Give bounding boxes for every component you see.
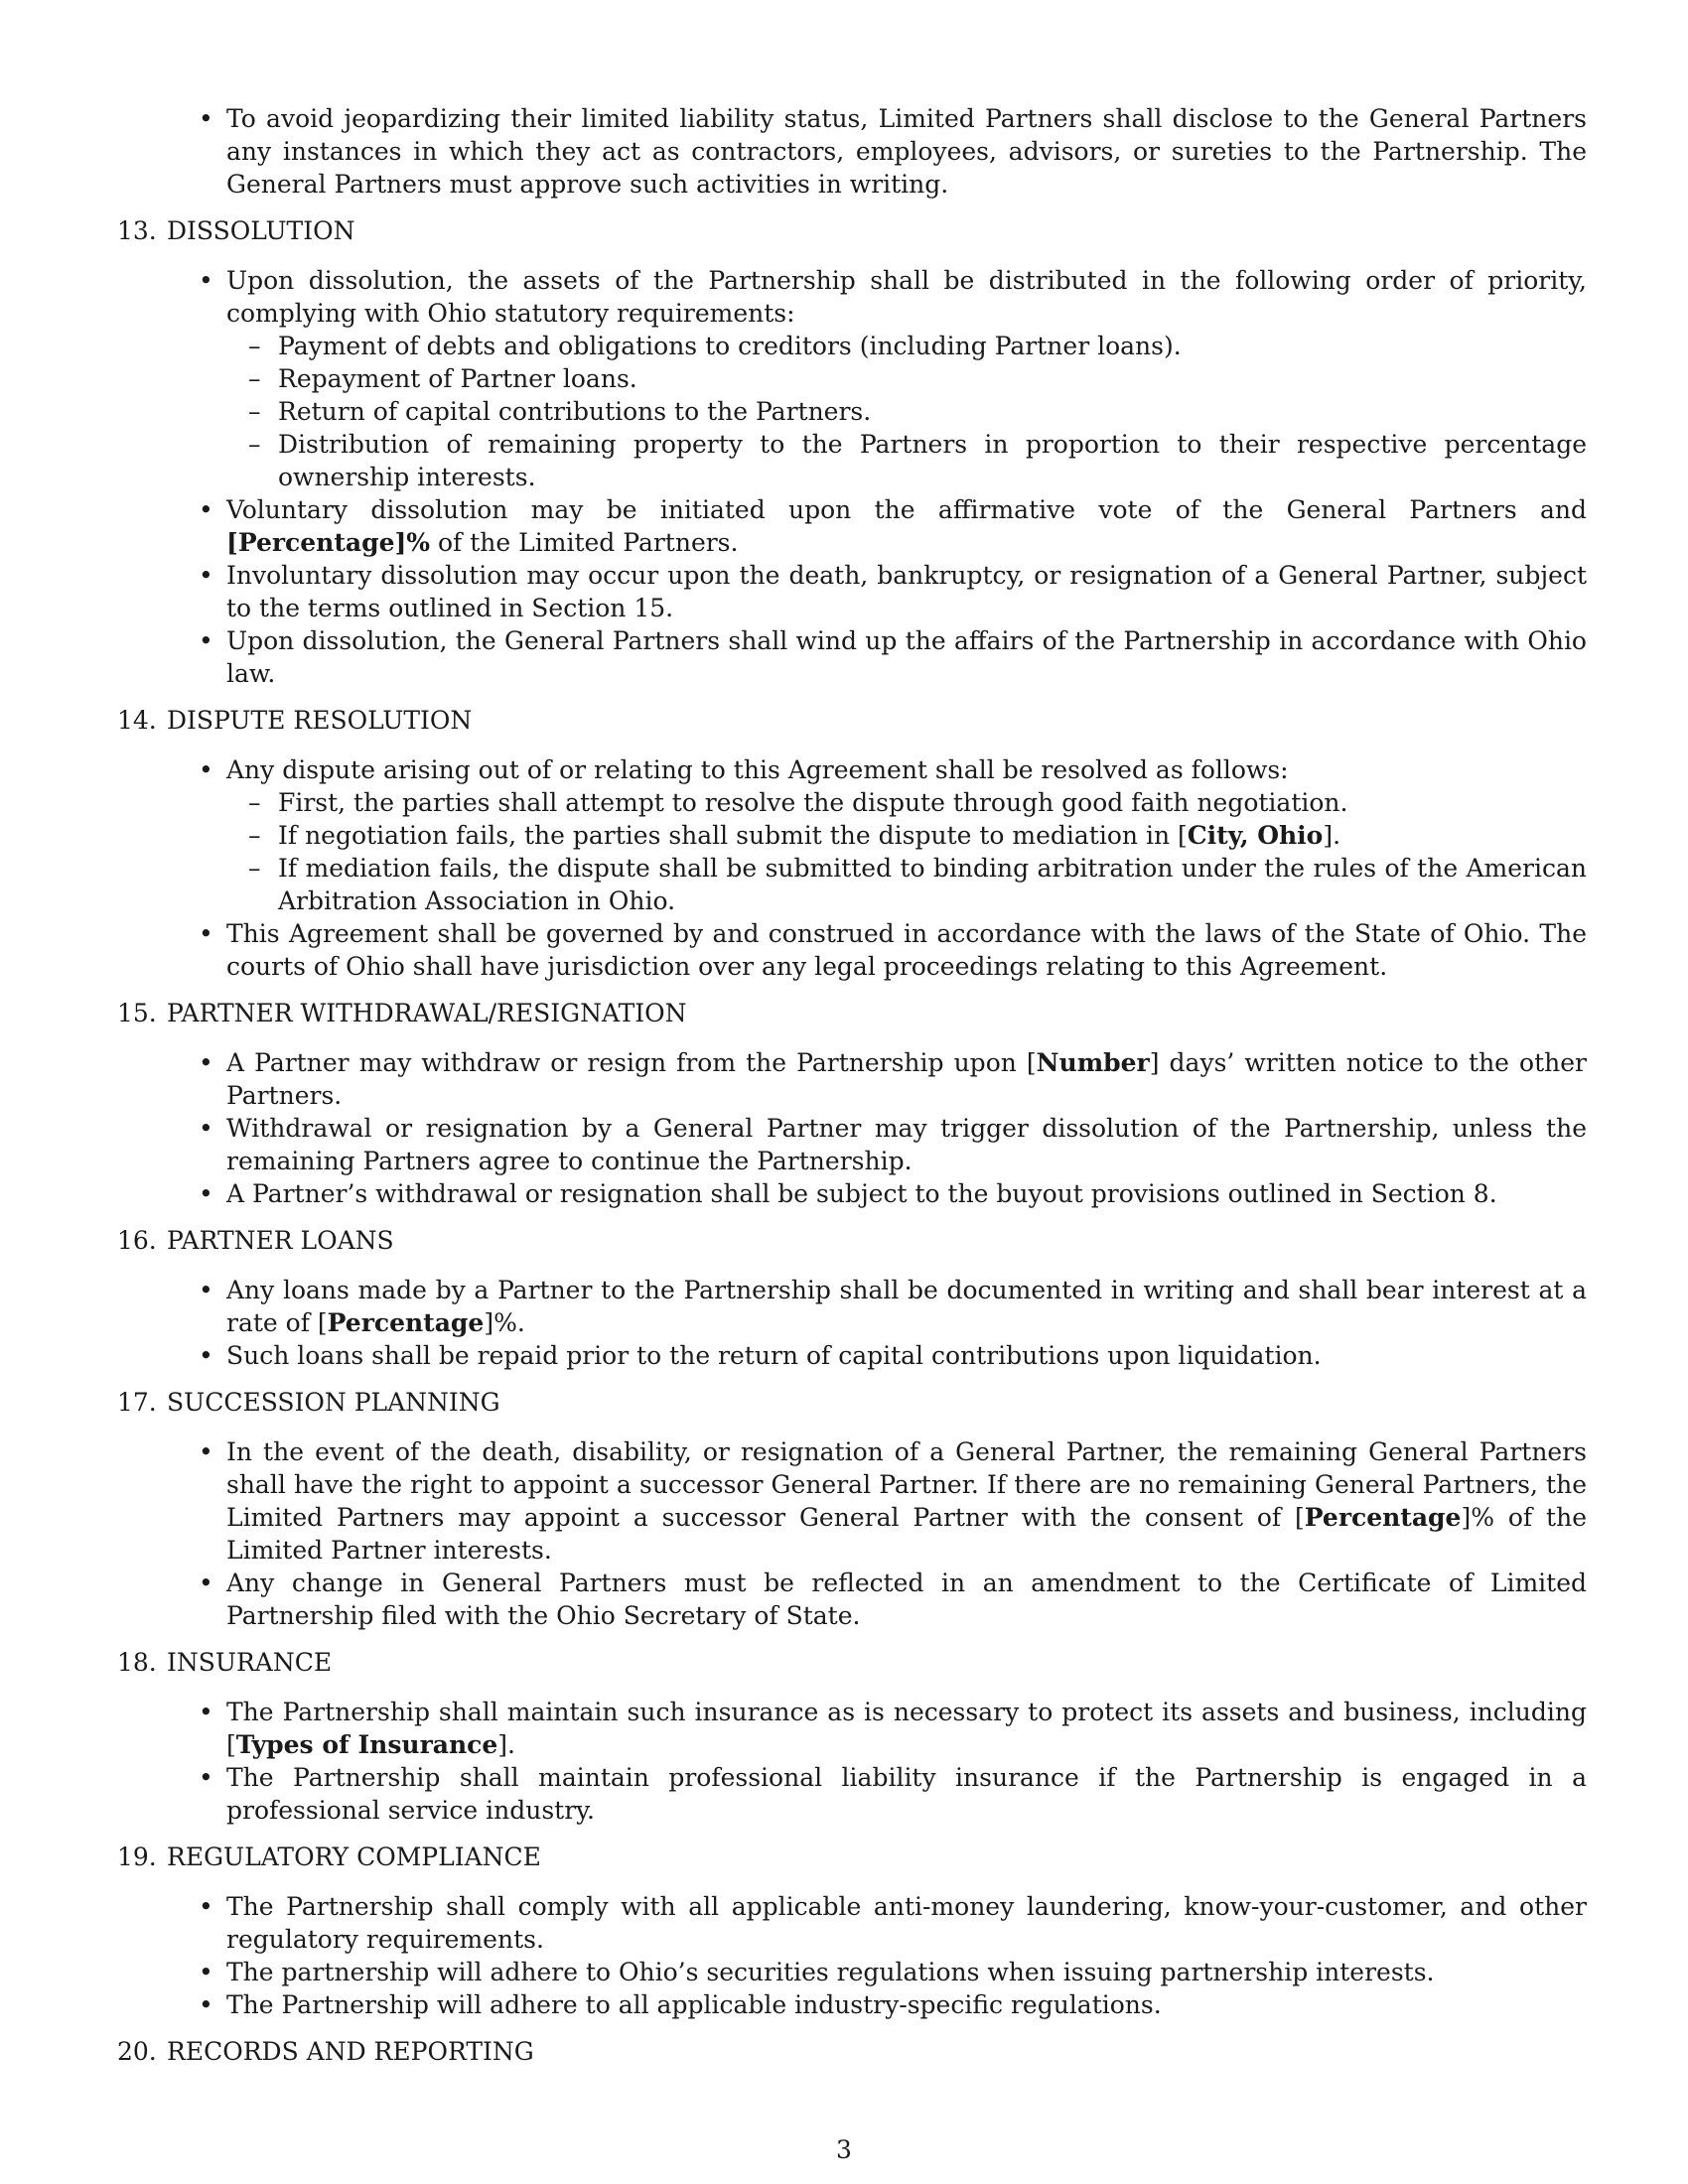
- bullet-item: • Any change in General Partners must be reflected in an amendment to the Certificate of Limited Partnership filed with the Ohio Secretary of State.: [226, 1567, 1587, 1632]
- placeholder-field: Number: [1036, 1048, 1150, 1077]
- section-title: RECORDS AND REPORTING: [167, 2037, 534, 2066]
- sub-item: – Return of capital contributions to the Partners.: [278, 395, 1587, 428]
- bullet-list: [117, 1046, 1587, 1210]
- bullet-item: [226, 493, 1587, 559]
- bullet-item: • The Partnership will adhere to all applicable industry-specific regulations.: [226, 1988, 1587, 2021]
- placeholder-field: Percentage: [327, 1308, 485, 1337]
- section-insurance: [117, 1646, 1587, 1827]
- section-heading: [117, 214, 1587, 247]
- section-number: 19.: [117, 1843, 157, 1871]
- bullet-item: • The Partnership shall maintain professional liability insurance if the Partnership is engaged in a professional service industry.: [226, 1761, 1587, 1827]
- bullet-list: [117, 1435, 1587, 1632]
- section-heading: [117, 704, 1587, 737]
- intro-bullet: • To avoid jeopardizing their limited liability status, Limited Partners shall disclose to the General Partners any instances in which they act as contractors, employees, advisors, or sureties to the Partnership. The General Partners must approve such activities in writing.: [226, 102, 1587, 201]
- bullet-text: Any loans made by a Partner to the Partnership shall be documented in writing and shall bear interest at a rate of [: [226, 1276, 1587, 1337]
- section-title: INSURANCE: [167, 1648, 333, 1677]
- sub-list: [226, 786, 1587, 917]
- bullet-item: • Such loans shall be repaid prior to the return of capital contributions upon liquidation.: [226, 1339, 1587, 1372]
- sub-item: – If mediation fails, the dispute shall be submitted to binding arbitration under the rules of the American Arbitration Association in Ohio.: [278, 852, 1587, 917]
- bullet-item: • The partnership will adhere to Ohio’s securities regulations when issuing partnership interests.: [226, 1956, 1587, 1988]
- section-dispute-resolution: [117, 704, 1587, 983]
- section-number: 20.: [117, 2037, 157, 2066]
- sub-item: [278, 819, 1587, 852]
- section-number: 15.: [117, 999, 157, 1027]
- sub-text: ].: [1323, 821, 1341, 850]
- section-regulatory-compliance: [117, 1841, 1587, 2021]
- section-partner-withdrawal: [117, 997, 1587, 1210]
- bullet-item: [226, 264, 1587, 493]
- section-heading: [117, 1646, 1587, 1679]
- section-number: 13.: [117, 216, 157, 245]
- section-title: DISPUTE RESOLUTION: [167, 706, 473, 735]
- bullet-text: ] days’ written notice to the other Partners.: [226, 1048, 1587, 1110]
- bullet-item: • This Agreement shall be governed by and construed in accordance with the laws of the State of Ohio. The courts of Ohio shall have jurisdiction over any legal proceedings relating to this Agreement.: [226, 917, 1587, 983]
- bullet-list: [117, 753, 1587, 983]
- bullet-text: Voluntary dissolution may be initiated upon the affirmative vote of the General Partners and: [226, 495, 1587, 524]
- sub-text: If negotiation fails, the parties shall submit the dispute to mediation in [: [278, 821, 1188, 850]
- section-heading: [117, 997, 1587, 1029]
- bullet-list: [117, 1696, 1587, 1827]
- placeholder-field: [Percentage]%: [226, 528, 431, 557]
- sub-list: [226, 330, 1587, 493]
- bullet-item: • Involuntary dissolution may occur upon the death, bankruptcy, or resignation of a General Partner, subject to the terms outlined in Section 15.: [226, 559, 1587, 624]
- section-number: 14.: [117, 706, 157, 735]
- bullet-item: [226, 1696, 1587, 1761]
- bullet-list: [117, 264, 1587, 690]
- bullet-item: • Upon dissolution, the General Partners shall wind up the affairs of the Partnership in accordance with Ohio law.: [226, 624, 1587, 690]
- sub-item: – First, the parties shall attempt to resolve the dispute through good faith negotiation.: [278, 786, 1587, 819]
- bullet-item: [226, 1435, 1587, 1567]
- section-number: 18.: [117, 1648, 157, 1677]
- section-title: DISSOLUTION: [167, 216, 355, 245]
- sub-item: – Repayment of Partner loans.: [278, 362, 1587, 395]
- section-heading: [117, 1386, 1587, 1419]
- section-succession-planning: [117, 1386, 1587, 1632]
- bullet-text: ]%.: [484, 1308, 525, 1337]
- sub-item: – Distribution of remaining property to the Partners in proportion to their respective percentage ownership interests.: [278, 428, 1587, 493]
- bullet-item: • Withdrawal or resignation by a General Partner may trigger dissolution of the Partnership, unless the remaining Partners agree to continue the Partnership.: [226, 1112, 1587, 1177]
- bullet-list: [117, 1274, 1587, 1372]
- section-number: 17.: [117, 1388, 157, 1417]
- section-heading: [117, 1841, 1587, 1873]
- bullet-text: Upon dissolution, the assets of the Partnership shall be distributed in the following order of priority, complying with Ohio statutory requirements:: [226, 266, 1587, 328]
- bullet-item: [226, 1274, 1587, 1339]
- bullet-item: • A Partner’s withdrawal or resignation shall be subject to the buyout provisions outlined in Section 8.: [226, 1177, 1587, 1210]
- section-heading: [117, 1224, 1587, 1257]
- bullet-text: In the event of the death, disability, or resignation of a General Partner, the remaining General Partners shall have the right to appoint a successor General Partner. If there are no remaining General Partners, the Limited Partners may appoint a successor General Partner with the consent of [: [226, 1437, 1587, 1532]
- bullet-text: A Partner may withdraw or resign from the Partnership upon [: [226, 1048, 1037, 1077]
- placeholder-field: Percentage: [1304, 1503, 1462, 1532]
- section-number: 16.: [117, 1226, 157, 1255]
- placeholder-field: City, Ohio: [1187, 821, 1324, 850]
- section-title: SUCCESSION PLANNING: [167, 1388, 500, 1417]
- bullet-text: Any dispute arising out of or relating to this Agreement shall be resolved as follows:: [226, 755, 1289, 784]
- bullet-text: of the Limited Partners.: [430, 528, 739, 557]
- section-title: REGULATORY COMPLIANCE: [167, 1843, 541, 1871]
- section-records-reporting: [117, 2035, 1587, 2068]
- section-title: PARTNER WITHDRAWAL/RESIGNATION: [167, 999, 687, 1027]
- intro-bullet-list: [226, 102, 1587, 201]
- section-title: PARTNER LOANS: [167, 1226, 394, 1255]
- bullet-item: [226, 1046, 1587, 1112]
- bullet-text: The Partnership shall maintain such insurance as is necessary to protect its assets and business, including [: [226, 1698, 1587, 1759]
- sections: [117, 214, 1587, 2082]
- section-heading: [117, 2035, 1587, 2068]
- bullet-list: [117, 1890, 1587, 2021]
- section-dissolution: [117, 214, 1587, 690]
- sub-item: – Payment of debts and obligations to creditors (including Partner loans).: [278, 330, 1587, 362]
- page-number: 3: [836, 2135, 852, 2164]
- section-partner-loans: [117, 1224, 1587, 1372]
- bullet-text: ].: [497, 1730, 515, 1759]
- bullet-text: ]% of the Limited Partner interests.: [226, 1503, 1587, 1565]
- placeholder-field: Types of Insurance: [235, 1730, 498, 1759]
- bullet-item: [226, 753, 1587, 917]
- bullet-item: • The Partnership shall comply with all applicable anti-money laundering, know-your-customer, and other regulatory requirements.: [226, 1890, 1587, 1956]
